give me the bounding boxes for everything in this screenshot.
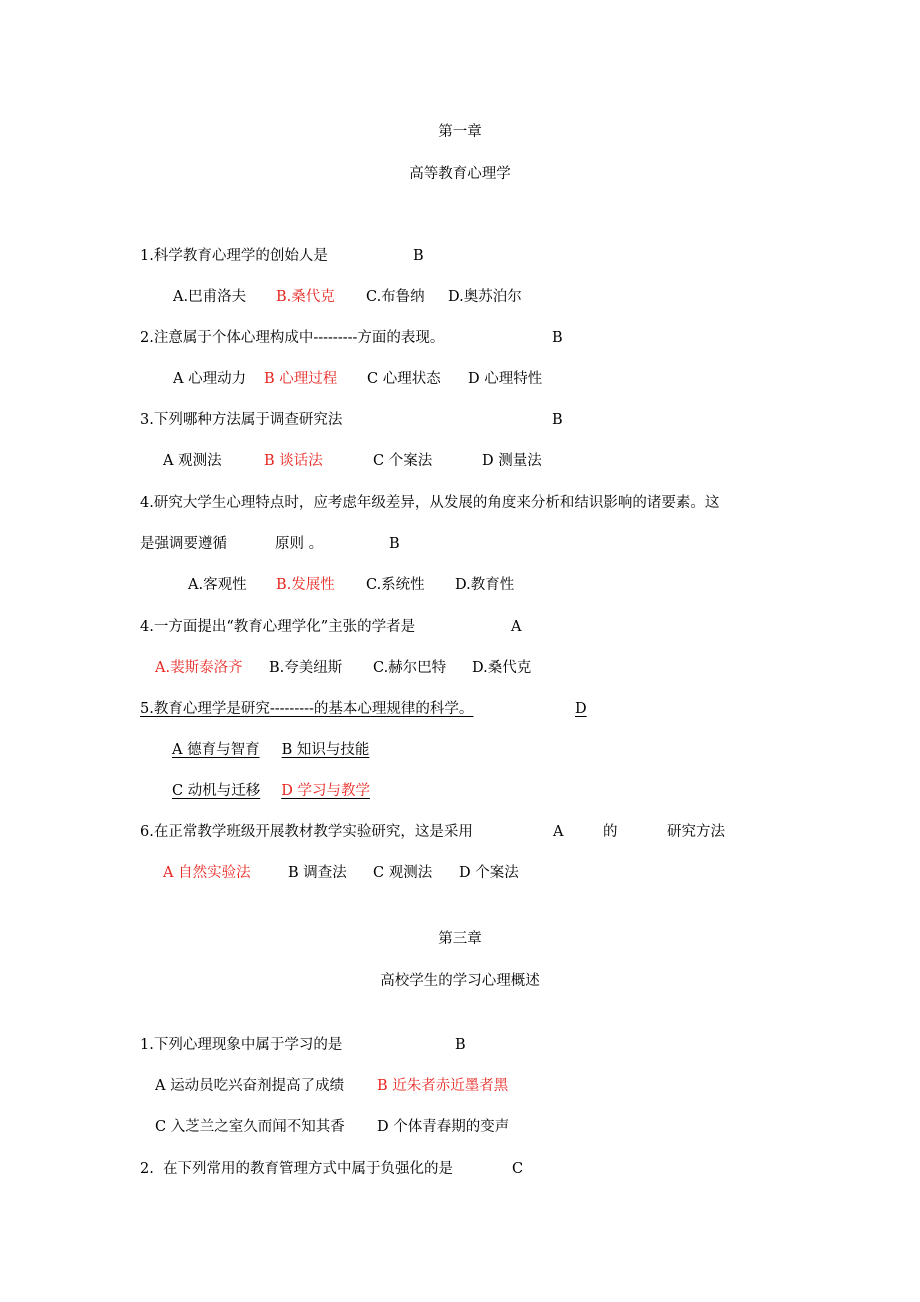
question-answer: B	[389, 536, 400, 552]
option-c: C 心理状态	[367, 371, 441, 387]
option-b-correct: B.桑代克	[276, 289, 335, 305]
option-d-correct: D 学习与教学	[281, 783, 370, 799]
question-stem-line2b: 原则 。	[275, 536, 324, 552]
question-stem: 2. 在下列常用的教育管理方式中属于负强化的是	[140, 1161, 454, 1177]
option-a: A 德育与智育	[172, 742, 260, 758]
option-d: D.奥苏泊尔	[448, 289, 522, 305]
question-stem: 6.在正常教学班级开展教材教学实验研究，这是采用	[140, 824, 473, 840]
option-row-ab	[140, 740, 383, 760]
option-row-cd	[140, 781, 370, 801]
question-stem: 4.一方面提出“教育心理学化”主张的学者是	[140, 619, 416, 635]
question-stem-line1: 4.研究大学生心理特点时，应考虑年级差异，从发展的角度来分析和结识影响的诸要素。这	[140, 495, 720, 511]
question-answer: B	[413, 248, 424, 264]
option-a: A.客观性	[188, 577, 247, 593]
question-answer: C	[512, 1161, 524, 1177]
option-d: D.教育性	[455, 577, 515, 593]
option-a-correct: A 自然实验法	[163, 865, 251, 881]
chapter-heading: 第三章	[438, 931, 482, 947]
option-c: C.系统性	[366, 577, 425, 593]
option-d: D 心理特性	[468, 371, 543, 387]
option-d: D 测量法	[482, 453, 542, 469]
option-b-correct: B.发展性	[276, 577, 335, 593]
option-b-correct: B 近朱者赤近墨者黑	[377, 1078, 509, 1094]
question-answer: A	[511, 619, 522, 635]
option-c: C 个案法	[373, 453, 433, 469]
option-c: C 动机与迁移	[172, 783, 261, 799]
option-c: C.布鲁纳	[366, 289, 425, 305]
chapter-title: 高等教育心理学	[409, 166, 511, 182]
option-b-correct: B 谈话法	[264, 453, 323, 469]
question-stem: 5.教育心理学是研究---------的基本心理规律的科学。	[140, 701, 474, 717]
question-stem-mid: 的	[603, 824, 618, 840]
question-answer: B	[552, 412, 563, 428]
question-stem: 1.科学教育心理学的创始人是	[140, 248, 328, 264]
question-stem: 3.下列哪种方法属于调查研究法	[140, 412, 343, 428]
option-b: B.夸美纽斯	[269, 660, 343, 676]
option-a: A 运动员吃兴奋剂提高了成绩	[155, 1078, 345, 1094]
question-answer: B	[552, 330, 563, 346]
option-d: D.桑代克	[472, 660, 532, 676]
option-b: B 知识与技能	[281, 742, 370, 758]
option-d: D 个体青春期的变声	[377, 1119, 510, 1135]
question-answer-spacer	[531, 699, 586, 719]
question-answer: A	[553, 824, 564, 840]
option-c: C 观测法	[373, 865, 433, 881]
option-c: C 入芝兰之室久而闻不知其香	[155, 1119, 345, 1135]
option-a: A 心理动力	[173, 371, 247, 387]
chapter-heading: 第一章	[438, 124, 482, 140]
option-b: B 调查法	[288, 865, 347, 881]
option-c: C.赫尔巴特	[373, 660, 447, 676]
option-a-correct: A.裴斯泰洛齐	[155, 660, 243, 676]
option-b-correct: B 心理过程	[264, 371, 338, 387]
question-stem: 2.注意属于个体心理构成中---------方面的表现。	[140, 330, 445, 346]
option-a: A 观测法	[163, 453, 222, 469]
question-stem: 1.下列心理现象中属于学习的是	[140, 1037, 343, 1053]
question-answer: D	[575, 701, 587, 717]
option-a: A.巴甫洛夫	[173, 289, 247, 305]
option-d: D 个案法	[459, 865, 519, 881]
question-stem-tail: 研究方法	[667, 824, 725, 840]
question-stem-line2: 是强调要遵循	[140, 536, 227, 552]
chapter-title: 高校学生的学习心理概述	[380, 973, 540, 989]
question-answer: B	[455, 1037, 466, 1053]
